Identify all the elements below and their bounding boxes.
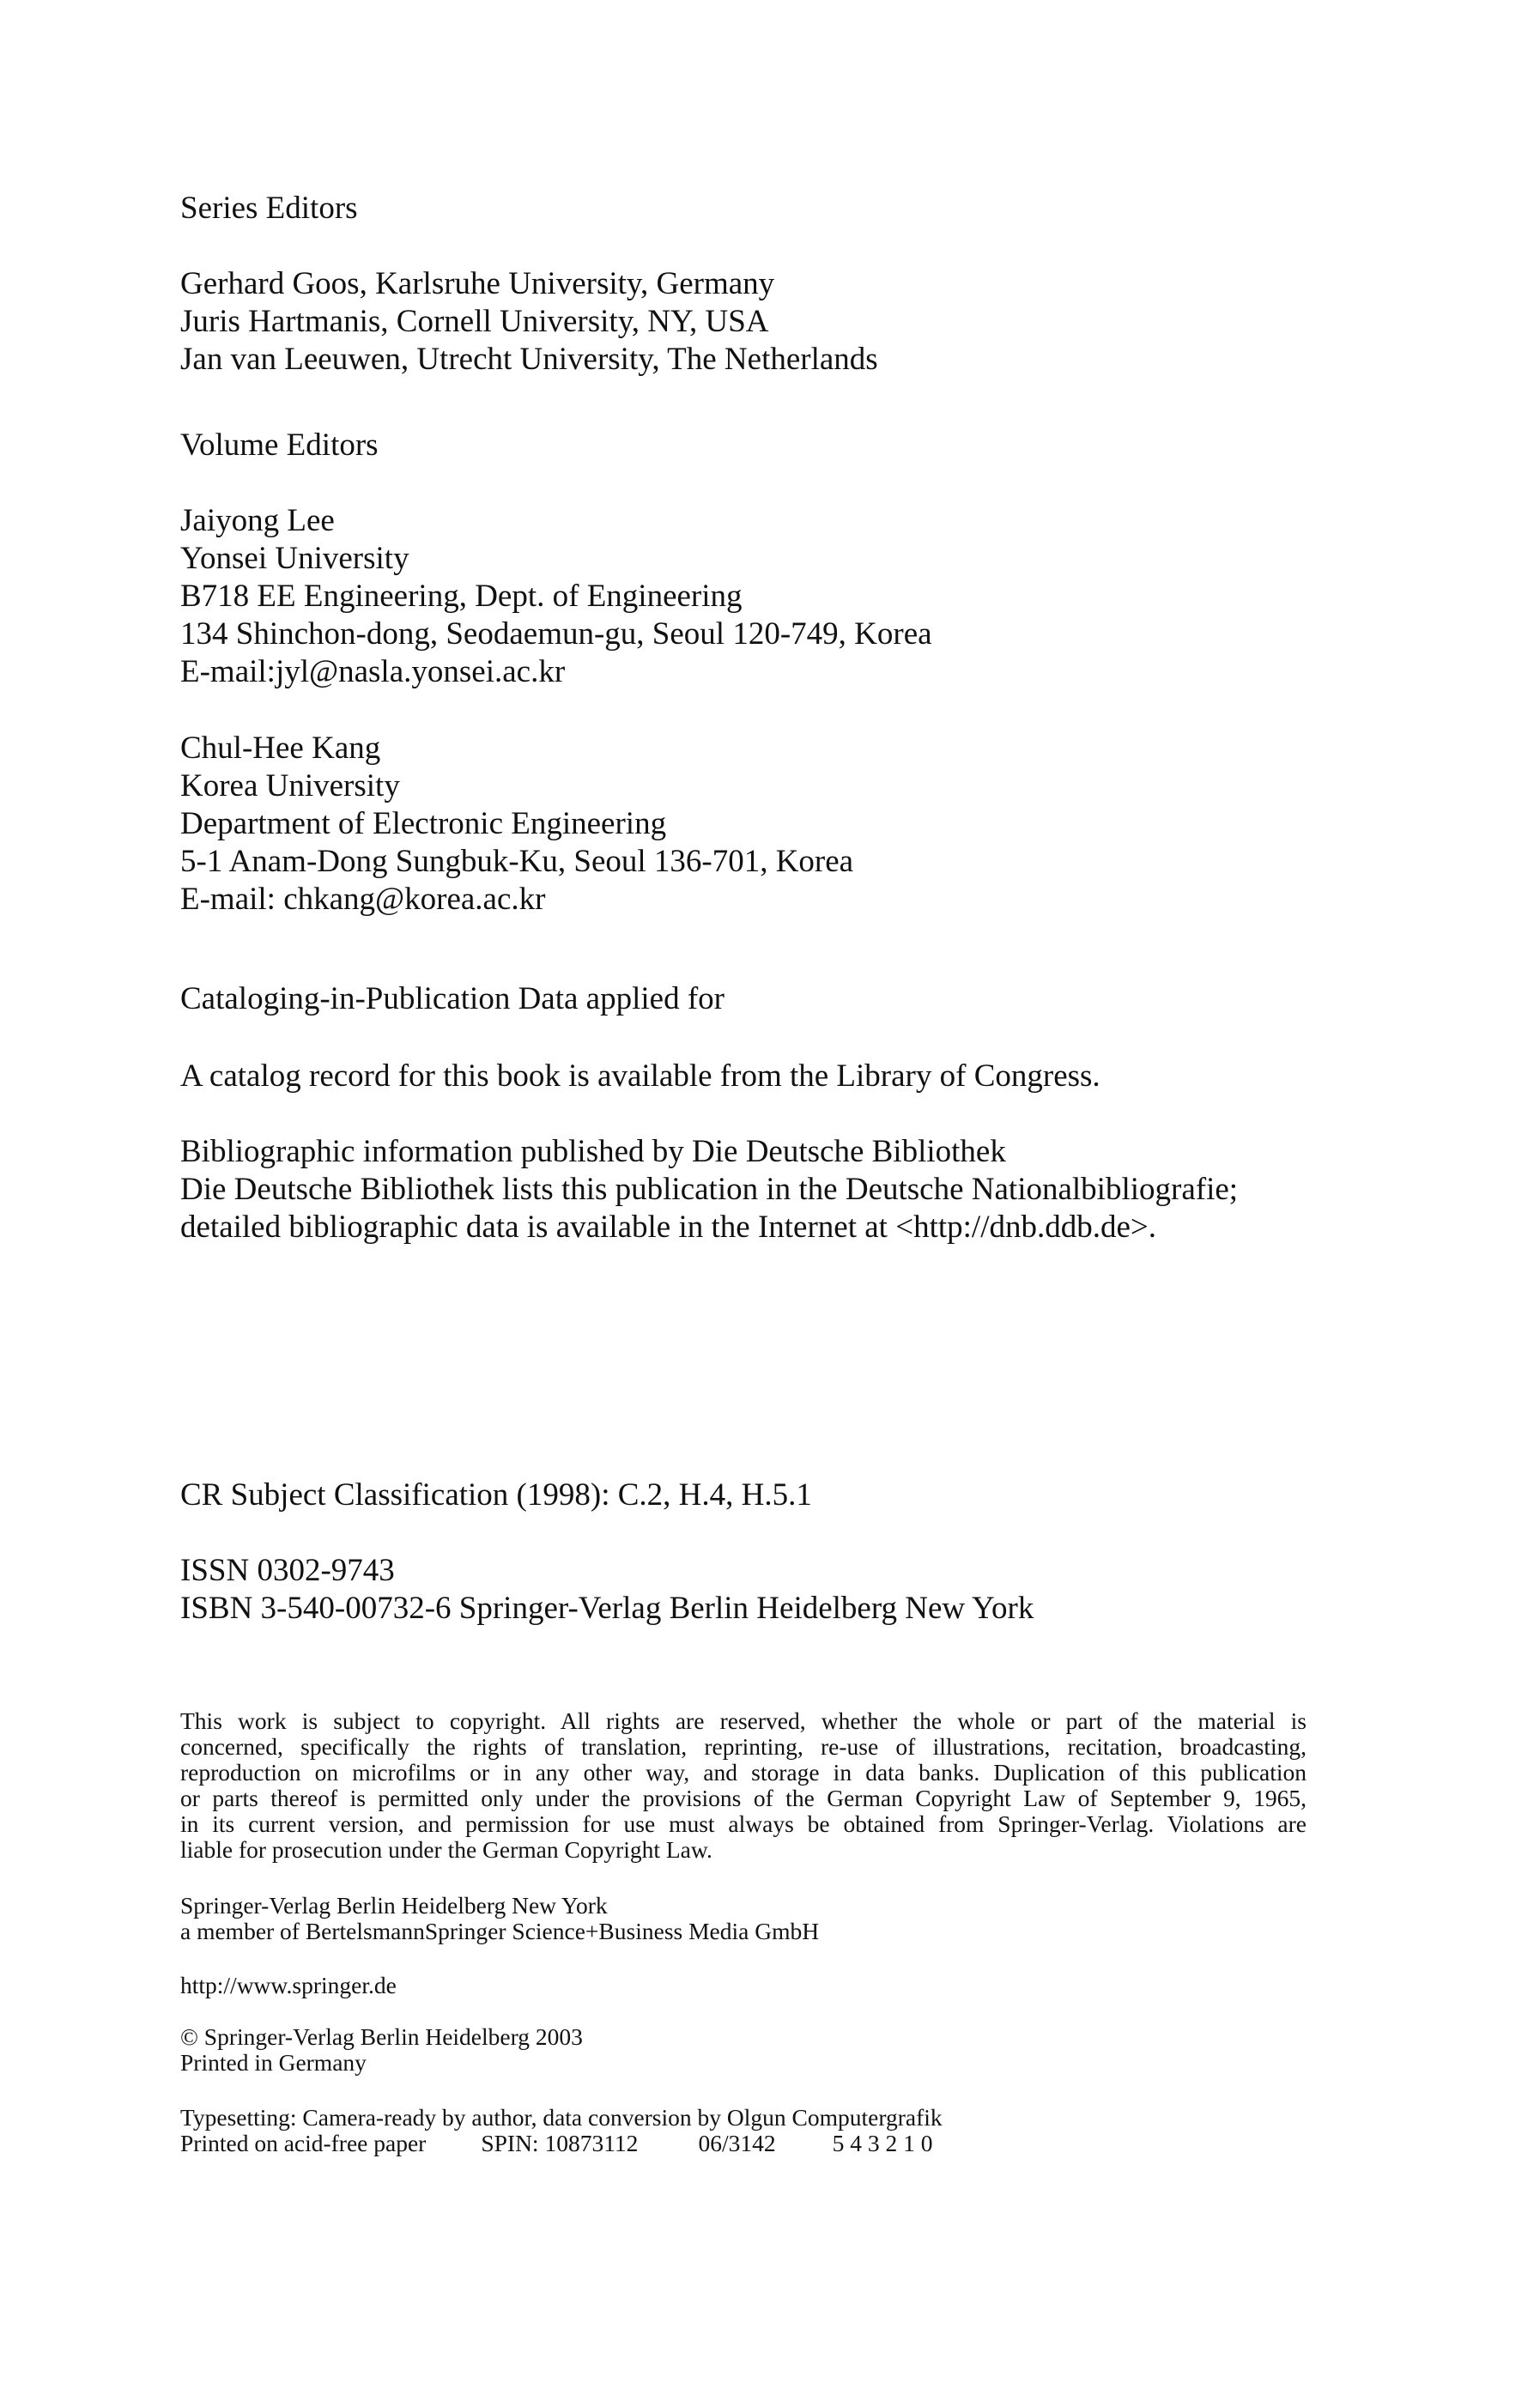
series-editors-heading: Series Editors	[180, 191, 358, 226]
notice-line: concerned, specifically the rights of translation, reprinting, re-use of illustrations, recitation, broadcasting,	[180, 1733, 1307, 1760]
print-info-row	[180, 2131, 943, 2156]
copyright-page	[180, 0, 1382, 2383]
series-editor: Jan van Leeuwen, Utrecht University, The Netherlands	[180, 342, 878, 377]
series-editors-list	[180, 265, 878, 379]
printed-in: Printed in Germany	[180, 2049, 367, 2076]
loc-note	[180, 1058, 1100, 1095]
volume-editors-section	[180, 427, 379, 464]
editor-affiliation: Korea University	[180, 768, 400, 803]
dnb-line: Die Deutsche Bibliothek lists this publication in the Deutsche Nationalbibliografie;	[180, 1172, 1239, 1207]
issn: ISSN 0302-9743	[180, 1553, 395, 1588]
print-code: 06/3142	[698, 2130, 776, 2156]
notice-line: This work is subject to copyright. All rights are reserved, whether the whole or part of the material is	[180, 1707, 1307, 1734]
editor-email: E-mail:jyl@nasla.yonsei.ac.kr	[180, 654, 566, 689]
publisher	[180, 1893, 819, 1944]
editor-address: 5-1 Anam-Dong Sungbuk-Ku, Seoul 136-701, Korea	[180, 844, 854, 879]
notice-line: liable for prosecution under the German Copyright Law.	[180, 1836, 712, 1863]
copyright-line: © Springer-Verlag Berlin Heidelberg 2003	[180, 2023, 583, 2050]
series-editor: Gerhard Goos, Karlsruhe University, Germany	[180, 266, 775, 301]
volume-editors-heading: Volume Editors	[180, 427, 379, 463]
cip-note	[180, 980, 725, 1018]
series-editors-section	[180, 190, 358, 227]
cip-text: Cataloging-in-Publication Data applied for	[180, 981, 725, 1016]
editor-department: Department of Electronic Engineering	[180, 806, 667, 841]
classification-text: CR Subject Classification (1998): C.2, H.4, H.5.1	[180, 1477, 812, 1513]
notice-line: or parts thereof is permitted only under the provisions of the German Copyright Law of September 9, 1965,	[180, 1785, 1307, 1811]
volume-editor-1	[180, 502, 932, 691]
editor-affiliation: Yonsei University	[180, 541, 409, 576]
dnb-line: detailed bibliographic data is available in the Internet at <http://dnb.ddb.de>.	[180, 1210, 1157, 1245]
dnb-note	[180, 1133, 1238, 1246]
volume-editor-2	[180, 730, 853, 919]
editor-address: 134 Shinchon-dong, Seodaemun-gu, Seoul 120-749, Korea	[180, 616, 932, 652]
editor-department: B718 EE Engineering, Dept. of Engineering	[180, 579, 743, 614]
paper-info: Printed on acid-free paper	[180, 2130, 427, 2156]
isbn: ISBN 3-540-00732-6 Springer-Verlag Berlin Heidelberg New York	[180, 1591, 1034, 1626]
publisher-line: Springer-Verlag Berlin Heidelberg New York	[180, 1892, 608, 1919]
copyright-block	[180, 2024, 583, 2076]
editor-name: Jaiyong Lee	[180, 503, 335, 538]
notice-line: reproduction on microfilms or in any other way, and storage in data banks. Duplication of this publication	[180, 1759, 1307, 1786]
website-url: http://www.springer.de	[180, 1972, 397, 1998]
editor-email: E-mail: chkang@korea.ac.kr	[180, 882, 546, 917]
publisher-line: a member of BertelsmannSpringer Science+Business Media GmbH	[180, 1918, 820, 1944]
dnb-line: Bibliographic information published by Die Deutsche Bibliothek	[180, 1134, 1006, 1169]
loc-text: A catalog record for this book is available from the Library of Congress.	[180, 1058, 1100, 1094]
print-sequence: 5 4 3 2 1 0	[832, 2130, 933, 2156]
production-info	[180, 2105, 943, 2156]
identifiers	[180, 1552, 1034, 1628]
website	[180, 1973, 397, 1998]
classification	[180, 1476, 812, 1514]
copyright-notice	[180, 1708, 1307, 1863]
notice-line: in its current version, and permission for use must always be obtained from Springer-Verlag. Violations are	[180, 1810, 1307, 1837]
typesetting: Typesetting: Camera-ready by author, data conversion by Olgun Computergrafik	[180, 2104, 943, 2131]
spin-number: SPIN: 10873112	[481, 2130, 639, 2156]
series-editor: Juris Hartmanis, Cornell University, NY, USA	[180, 304, 769, 339]
editor-name: Chul-Hee Kang	[180, 731, 381, 766]
